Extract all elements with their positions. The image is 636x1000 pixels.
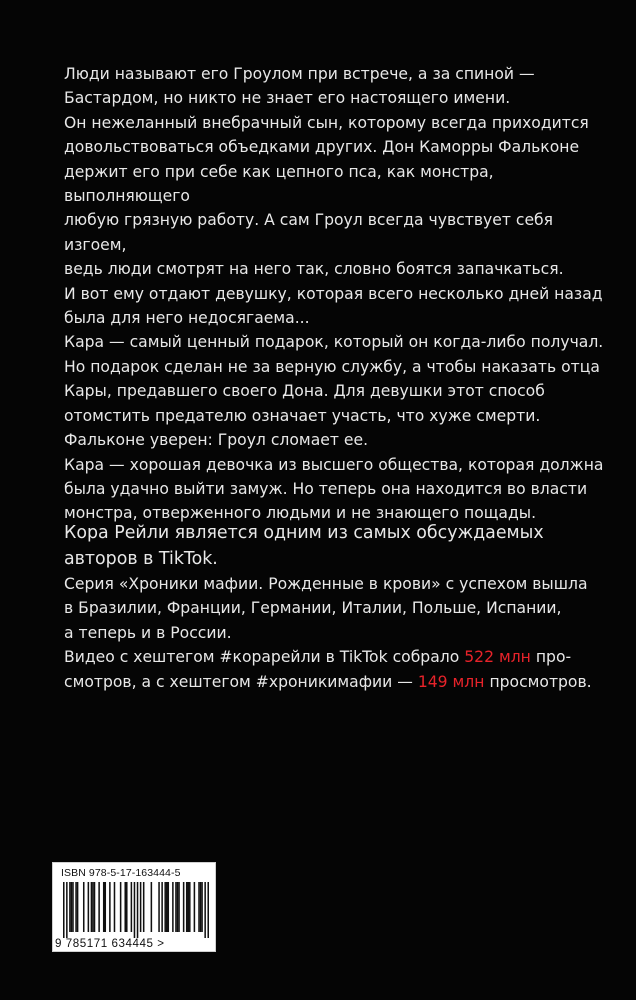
barcode-bar bbox=[158, 882, 160, 932]
barcode-bar bbox=[186, 882, 188, 932]
barcode-bar bbox=[201, 882, 203, 932]
barcode-bar bbox=[126, 882, 128, 932]
tiktok-stats bbox=[64, 645, 609, 694]
barcode-bar bbox=[63, 882, 65, 938]
barcode-bar bbox=[168, 882, 170, 932]
barcode-bar bbox=[88, 882, 90, 932]
barcode-bar bbox=[120, 882, 122, 932]
author-lead: Кора Рейли является одним из самых обсуждаемых авторов в TikTok. bbox=[64, 523, 544, 569]
annotation-paragraph: Фальконе уверен: Гроул сломает ее. bbox=[64, 431, 369, 450]
barcode-bar bbox=[98, 882, 100, 932]
annotation-paragraph: Он нежеланный внебрачный сын, которому всегда приходится довольствоваться объедками других. Дон Каморры Фальконе держит его при себе как цепного пса, как монстра, выполняющего любую грязную работу. А сам Гроул всегда чувствует себя изгоем, ведь люди смотрят на него так, словно боятся запачкаться. bbox=[64, 113, 589, 279]
barcode-bar bbox=[204, 882, 206, 938]
barcode-bar bbox=[103, 882, 105, 932]
barcode-bar bbox=[143, 882, 145, 932]
annotation-paragraph: И вот ему отдают девушку, которая всего несколько дней назад была для него недосягаема... bbox=[64, 284, 603, 328]
author-info bbox=[64, 520, 609, 694]
barcode-bar bbox=[109, 882, 111, 932]
views-count-mafia: 149 млн bbox=[417, 672, 485, 691]
barcode-bar bbox=[124, 882, 126, 932]
barcode-bar bbox=[131, 882, 133, 932]
barcode-bar bbox=[187, 882, 189, 932]
barcode-bar bbox=[114, 882, 116, 932]
barcode-bar bbox=[66, 882, 68, 938]
tiktok-stats-text: просмотров. bbox=[484, 672, 592, 691]
barcode-bar bbox=[71, 882, 73, 932]
barcode-bar bbox=[207, 882, 209, 938]
isbn-barcode bbox=[52, 862, 216, 952]
barcode-bar bbox=[175, 882, 177, 932]
barcode-bar bbox=[194, 882, 196, 932]
barcode-bar bbox=[177, 882, 179, 932]
views-count-koraraley: 522 млн bbox=[464, 648, 531, 667]
isbn-number: ISBN 978-5-17-163444-5 bbox=[61, 867, 181, 879]
barcode-bar bbox=[92, 882, 94, 932]
series-info: Серия «Хроники мафии. Рожденные в крови» с успехом вышла в Бразилии, Франции, Германии, Италии, Польше, Испании, а теперь и в России. bbox=[64, 575, 588, 642]
barcode-bar bbox=[151, 882, 153, 932]
tiktok-stats-text: Видео с хештегом #корарейли в TikTok собрало bbox=[64, 648, 465, 667]
annotation-paragraph: Кара — хорошая девочка из высшего общества, которая должна была удачно выйти замуж. Но теперь она находится во власти монстра, отверженного людьми и не знающего пощады. bbox=[64, 455, 604, 523]
barcode-bar bbox=[77, 882, 79, 932]
tiktok-stats-text: про- смотров, а с хештегом #хроникимафии — bbox=[64, 648, 572, 691]
barcode-bar bbox=[83, 882, 85, 932]
barcode-digits: 9 785171 634445 > bbox=[55, 937, 165, 950]
barcode-bar bbox=[104, 882, 106, 932]
barcode-bar bbox=[94, 882, 96, 932]
barcode-bar bbox=[183, 882, 185, 932]
barcode-bar bbox=[198, 882, 200, 932]
barcode-bar bbox=[189, 882, 191, 932]
barcode-bar bbox=[172, 882, 174, 932]
barcode-bar bbox=[75, 882, 77, 932]
barcode-bar bbox=[134, 882, 136, 938]
barcode-bar bbox=[178, 882, 180, 932]
book-annotation bbox=[64, 62, 604, 526]
barcode-bar bbox=[137, 882, 139, 938]
barcode-bar bbox=[161, 882, 163, 932]
barcode-bar bbox=[200, 882, 202, 932]
barcode-bar bbox=[140, 882, 142, 932]
barcode-bar bbox=[91, 882, 93, 932]
barcode-bar bbox=[164, 882, 166, 932]
barcode-bar bbox=[72, 882, 74, 932]
barcode-bars bbox=[63, 882, 209, 938]
annotation-paragraph: Кара — самый ценный подарок, который он когда-либо получал. Но подарок сделан не за верную службу, а чтобы наказать отца Кары, предавшего своего Дона. Для девушки этот способ отомстить предателю означает участь, что хуже смерти. bbox=[64, 333, 604, 425]
barcode-bar bbox=[69, 882, 71, 932]
annotation-paragraph: Люди называют его Гроулом при встрече, а за спиной — Бастардом, но никто не знает его настоящего имени. bbox=[64, 65, 535, 108]
barcode-bar bbox=[166, 882, 168, 932]
